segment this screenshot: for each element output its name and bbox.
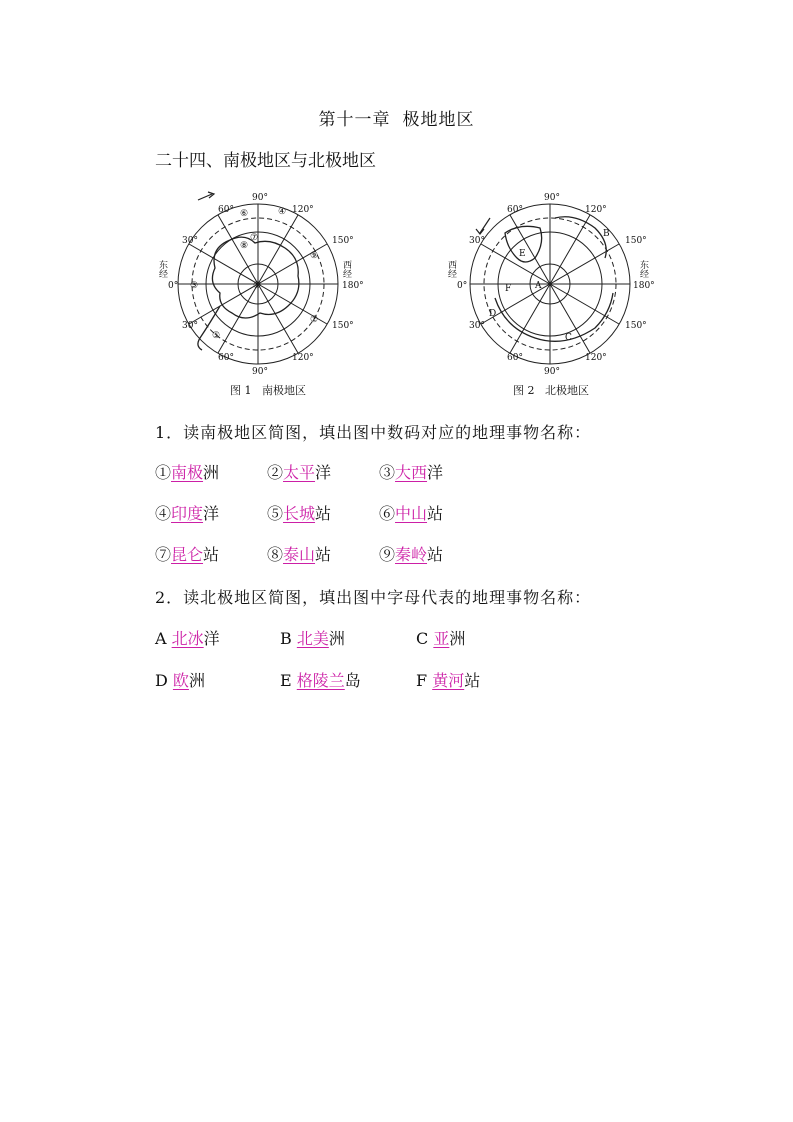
south-map-caption: 图 1 南极地区 xyxy=(230,384,306,397)
label-120: 120° xyxy=(292,205,314,215)
chapter-number: 第十一章 xyxy=(318,110,391,130)
n-label-0: 0° xyxy=(457,281,468,291)
q1-item: ⑧泰山站 xyxy=(267,545,332,564)
marker-6: ⑥ xyxy=(240,209,249,219)
n-marker-B: B xyxy=(603,229,610,239)
n-label-180: 180° xyxy=(633,281,655,291)
marker-4: ④ xyxy=(278,207,287,217)
n-label-120: 120° xyxy=(585,205,607,215)
label-30b: 30° xyxy=(182,321,198,331)
q2-item: B 北美洲 xyxy=(280,629,345,648)
q1-item: ①南极洲 xyxy=(155,463,220,482)
n-label-west: 西经 xyxy=(446,260,456,278)
north-map-caption: 图 2 北极地区 xyxy=(513,384,589,397)
n-label-150: 150° xyxy=(625,236,647,246)
n-label-30: 30° xyxy=(469,236,485,246)
marker-3: ③ xyxy=(190,281,199,291)
label-west: 西经 xyxy=(341,260,351,278)
q1-item: ③大西洋 xyxy=(379,463,444,482)
label-30: 30° xyxy=(182,236,198,246)
marker-8: ⑧ xyxy=(240,241,249,251)
q1-item: ④印度洋 xyxy=(155,504,220,523)
q1-item: ②太平洋 xyxy=(267,463,332,482)
n-label-60b: 60° xyxy=(507,353,523,363)
n-label-90b: 90° xyxy=(544,367,560,377)
q2-item: D 欧洲 xyxy=(155,671,205,690)
marker-2: ② xyxy=(310,315,319,325)
chapter-title xyxy=(0,105,793,130)
n-label-120b: 120° xyxy=(585,353,607,363)
south-polar-map xyxy=(157,188,380,397)
label-180: 180° xyxy=(342,281,364,291)
marker-7: ⑦ xyxy=(250,233,259,243)
marker-1: ① xyxy=(253,281,262,291)
q1-item: ⑨秦岭站 xyxy=(379,545,444,564)
n-marker-C: C xyxy=(565,333,572,343)
n-marker-A: A xyxy=(535,281,542,291)
label-90b: 90° xyxy=(252,367,268,377)
label-90: 90° xyxy=(252,193,268,203)
n-label-east: 东经 xyxy=(638,260,648,278)
q2-item: F 黄河站 xyxy=(416,671,481,690)
q1-item: ⑤长城站 xyxy=(267,504,332,523)
q2-item: A 北冰洋 xyxy=(155,629,220,648)
label-120b: 120° xyxy=(292,353,314,363)
section-title: 二十四、南极地区与北极地区 xyxy=(155,151,376,171)
n-label-90: 90° xyxy=(544,193,560,203)
n-marker-D: D xyxy=(489,309,497,319)
marker-5: ⑤ xyxy=(212,331,221,341)
label-60b: 60° xyxy=(218,353,234,363)
north-polar-map xyxy=(445,188,665,397)
n-label-60: 60° xyxy=(507,205,523,215)
label-60: 60° xyxy=(218,205,234,215)
n-marker-F: F xyxy=(505,284,512,294)
q2-item: C 亚洲 xyxy=(416,629,466,648)
chapter-name: 极地地区 xyxy=(402,110,475,130)
marker-9: ⑨ xyxy=(310,251,319,261)
n-marker-E: E xyxy=(519,249,526,259)
label-150: 150° xyxy=(332,236,354,246)
label-east: 东经 xyxy=(157,260,167,278)
q2-item: E 格陵兰岛 xyxy=(280,671,361,690)
n-label-150b: 150° xyxy=(625,321,647,331)
label-150b: 150° xyxy=(332,321,354,331)
question-2: 2．读北极地区简图，填出图中字母代表的地理事物名称： xyxy=(155,588,592,607)
label-0: 0° xyxy=(168,281,179,291)
q1-item: ⑦昆仑站 xyxy=(155,545,220,564)
q1-item: ⑥中山站 xyxy=(379,504,444,523)
n-label-30b: 30° xyxy=(469,321,485,331)
question-1: 1．读南极地区简图，填出图中数码对应的地理事物名称： xyxy=(155,423,592,442)
